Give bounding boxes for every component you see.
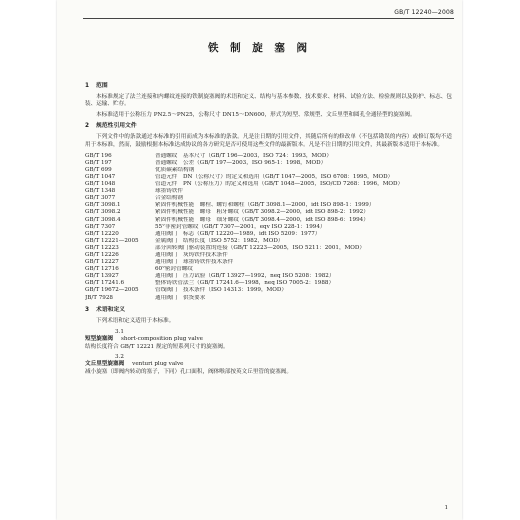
reference-code: GB/T 13927 (85, 273, 119, 280)
term-english: short-composition plug valve (120, 335, 203, 342)
reference-code: GB/T 3098.1 (85, 202, 121, 209)
page-number: 1 (444, 504, 448, 511)
standard-code: GB/T 12240—2008 (394, 9, 454, 16)
term-definition: 结构长度符合 GB/T 12221 规定的短系列尺寸的旋塞阀。 (85, 344, 229, 350)
section-number: 1 (85, 83, 90, 89)
term-english: venturi plug valve (132, 361, 184, 368)
section-3-heading (85, 307, 452, 314)
section-1-heading (85, 83, 452, 90)
reference-code: GB/T 12716 (85, 266, 119, 273)
reference-code: JB/T 7928 (85, 294, 113, 301)
section-2-heading (85, 123, 452, 130)
reference-code: GB/T 1348 (85, 188, 116, 195)
reference-code: GB/T 3098.4 (85, 216, 121, 223)
term-entry (85, 329, 452, 351)
section-3-intro: 下列术语和定义适用于本标准。 (96, 317, 175, 324)
reference-title: 部分回转阀门驱动装置的连接（GB/T 12223—2005，ISO 5211：2001，MOD） (155, 244, 365, 251)
term-number: 3.2 (115, 354, 124, 361)
term-definition: 减小旋塞（即阀内转动的塞子，下同）孔口面积，阀体喉部按英文丘里管的旋塞阀。 (85, 369, 292, 376)
document-page (57, 0, 462, 520)
section-title: 术语和定义 (96, 306, 126, 313)
reference-code: GB/T 12223 (85, 244, 119, 251)
document-body (85, 80, 452, 376)
reference-item (85, 195, 452, 202)
term-chinese: 短型旋塞阀 (85, 335, 113, 342)
term-heading (85, 336, 452, 343)
reference-item (85, 188, 452, 195)
reference-code: GB/T 19672—2005 (85, 287, 139, 294)
reference-title: 优质碳素结构钢 (155, 166, 195, 173)
section-title: 范围 (96, 83, 108, 89)
reference-title: 紧固件机械性能 螺栓、螺钉和螺柱（GB/T 3098.1—2000，idt ISO 898-1：1999） (155, 202, 375, 209)
reference-item (85, 280, 452, 287)
reference-item (85, 181, 452, 188)
section-title: 规范性引用文件 (96, 123, 137, 130)
reference-code: GB/T 196 (85, 152, 112, 159)
reference-code: GB/T 17241.6 (85, 280, 125, 287)
reference-code: GB/T 3077 (85, 195, 116, 202)
reference-item (85, 266, 452, 273)
reference-item (85, 252, 452, 259)
reference-code: GB/T 1048 (85, 181, 116, 188)
section-number: 2 (85, 123, 90, 130)
normative-references-list (85, 153, 452, 302)
reference-item (85, 202, 452, 209)
reference-title: 球墨铸铁件 (155, 188, 183, 195)
reference-title: 通用阀门 压力试验（GB/T 13927—1992，neq ISO 5208：1982） (155, 273, 335, 280)
reference-item (85, 174, 452, 181)
reference-code: GB/T 7307 (85, 223, 116, 230)
reference-code: GB/T 699 (85, 166, 112, 173)
reference-title: 通用阀门 灰铸铁件技术条件 (155, 251, 228, 258)
reference-item (85, 259, 452, 266)
reference-title: 管道元件 PN（公称压力）的定义和选用（GB/T 1048—2005，ISO/CD 7268：1996，MOD） (155, 181, 404, 188)
reference-title: 55°非密封管螺纹（GB/T 7307—2001，eqv ISO 228-1：1994） (155, 223, 326, 230)
section-1-paragraph: 本标准规定了法兰连接和内螺纹连接的铁制旋塞阀的术语和定义、结构与基本参数、技术要求、材料、试验方法、检验规则以及防护、标志、包装、运输、贮存。 (85, 94, 452, 108)
term-number: 3.1 (115, 328, 124, 335)
reference-code: GB/T 12227 (85, 259, 119, 266)
reference-title: 合金结构钢 (155, 195, 183, 202)
term-entry (85, 354, 452, 376)
reference-item (85, 273, 452, 280)
reference-title: 60°密封管螺纹 (155, 266, 193, 273)
reference-code: GB/T 3098.2 (85, 209, 121, 216)
reference-item (85, 224, 452, 231)
reference-code: GB/T 12220 (85, 230, 119, 237)
reference-title: 普通螺纹 基本尺寸（GB/T 196—2003，ISO 724：1993，MOD） (155, 152, 332, 159)
reference-code: GB/T 1047 (85, 173, 116, 180)
section-1-paragraph: 本标准适用于公称压力 PN2.5～PN25，公称尺寸 DN15～DN600，形式为短型、常规型、文丘里型和圆孔全通径型的旋塞阀。 (96, 112, 416, 119)
reference-title: 通用阀门 球墨铸铁件技术条件 (155, 259, 234, 266)
reference-item (85, 287, 452, 294)
term-heading (85, 361, 452, 368)
reference-title: 通用阀门 供货要求 (155, 294, 206, 301)
reference-item (85, 167, 452, 174)
reference-item (85, 217, 452, 224)
reference-item (85, 160, 452, 167)
reference-title: 通用阀门 标志（GB/T 12220—1989，idt ISO 5209：1977） (155, 230, 321, 237)
header-rule (83, 18, 454, 19)
document-title: 铁 制 旋 塞 阀 (207, 42, 312, 54)
reference-title: 整体铸铁管法兰（GB/T 17241.6—1998，neq ISO 7005-2：1988） (155, 280, 335, 287)
reference-code: GB/T 12221—2005 (85, 237, 139, 244)
term-chinese: 文丘里型旋塞阀 (85, 361, 125, 368)
reference-item (85, 209, 452, 216)
reference-item (85, 238, 452, 245)
section-number: 3 (85, 306, 90, 313)
reference-item (85, 295, 452, 302)
reference-title: 紧固件机械性能 螺母 细牙螺纹（GB/T 3098.4—2000，idt ISO 898-6：1994） (155, 216, 369, 223)
reference-code: GB/T 12226 (85, 251, 119, 258)
reference-title: 金属阀门 结构长度（ISO 5752：1982，MOD） (155, 237, 284, 244)
reference-title: 紧固件机械性能 螺母 粗牙螺纹（GB/T 3098.2—2000，idt ISO 898-2：1992） (155, 209, 369, 216)
reference-title: 普通螺纹 公差（GB/T 197—2003，ISO 965-1：1998，MOD） (155, 159, 327, 166)
reference-item (85, 231, 452, 238)
section-2-paragraph: 下列文件中的条款通过本标准的引用而成为本标准的条款。凡是注日期的引用文件，其随后所有的修改单（不包括勘误的内容）或修订版均不适用于本标准，然而，鼓励根据本标准达成协议的各方研究是否可使用这些文件的最新版本。凡是不注日期的引用文件，其最新版本适用于本标准。 (85, 134, 452, 148)
reference-code: GB/T 197 (85, 159, 112, 166)
reference-item (85, 245, 452, 252)
reference-title: 管道元件 DN（公称尺寸）的定义和选用（GB/T 1047—2005，ISO 6708：1995，MOD） (155, 173, 394, 180)
reference-title: 管线阀门 技术条件（ISO 14313：1999，MOD） (155, 287, 287, 294)
reference-item (85, 153, 452, 160)
